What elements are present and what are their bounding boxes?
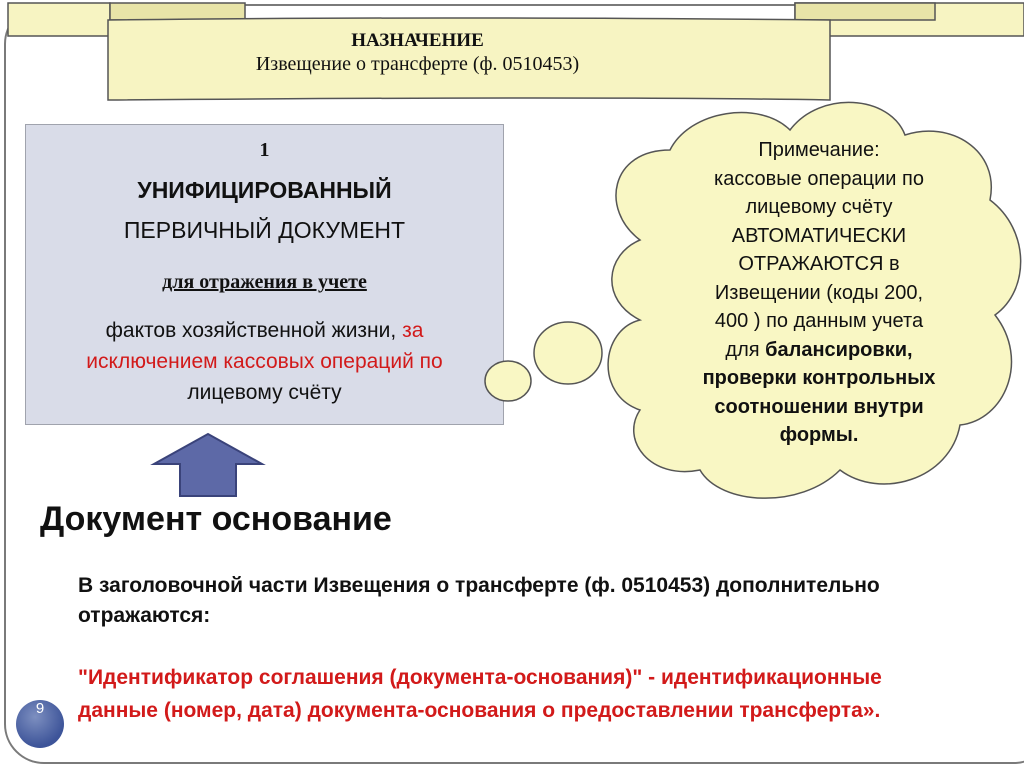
note-line-4: АВТОМАТИЧЕСКИ	[731, 224, 907, 247]
body-line-1: В заголовочной части Извещения о трансферте (ф. 0510453) дополнительно	[78, 574, 880, 597]
note-line-8-bold: балансировки,	[765, 338, 913, 361]
cloud-bubble-medium	[534, 322, 602, 384]
facts-text: фактов хозяйственной жизни,	[105, 319, 403, 342]
note-line-5: ОТРАЖАЮТСЯ в	[738, 253, 900, 275]
up-arrow-icon	[150, 432, 266, 500]
box-line-purpose: для отражения в учете	[162, 271, 367, 293]
banner-subtitle: Извещение о трансферте (ф. 0510453)	[255, 53, 580, 75]
note-line-7: 400 ) по данным учета	[714, 310, 924, 332]
note-line-3: лицевому счёту	[745, 196, 893, 218]
exception-text: за исключением кассовых операций по	[86, 319, 443, 373]
body-line-2: отражаются:	[78, 604, 211, 627]
note-line-11-bold: формы.	[779, 424, 859, 446]
note-text	[674, 136, 964, 450]
note-line-11	[674, 421, 964, 450]
banner-title: НАЗНАЧЕНИЕ	[351, 30, 484, 51]
note-line-9	[674, 364, 964, 393]
identifier-line-1: "Идентификатор соглашения (документа-основания)" - идентификационные	[78, 666, 882, 689]
facts-end-text: лицевому счёту	[187, 381, 342, 404]
note-line-6: Извещении (коды 200,	[714, 281, 924, 304]
box-line-unified: УНИФИЦИРОВАННЫЙ	[137, 177, 392, 203]
note-line-2: кассовые операции по	[714, 167, 924, 190]
note-line-10	[674, 393, 964, 422]
note-line-8	[674, 336, 964, 365]
note-line-10-bold: соотношении внутри	[714, 395, 924, 418]
identifier-line-2: данные (номер, дата) документа-основания о предоставлении трансферта».	[78, 699, 881, 722]
section-heading: Документ основание	[40, 500, 392, 538]
body-paragraph	[78, 571, 1024, 631]
page-number-badge: 9	[16, 700, 64, 748]
box-line-primary-document: ПЕРВИЧНЫЙ ДОКУМЕНТ	[123, 217, 406, 243]
note-line-1: Примечание:	[758, 139, 880, 161]
note-line-9-bold: проверки контрольных	[702, 367, 936, 389]
identifier-paragraph	[78, 661, 1024, 727]
cloud-bubble-small	[485, 361, 531, 401]
box-number: 1	[259, 139, 270, 161]
note-line-8-normal: для	[725, 338, 766, 361]
